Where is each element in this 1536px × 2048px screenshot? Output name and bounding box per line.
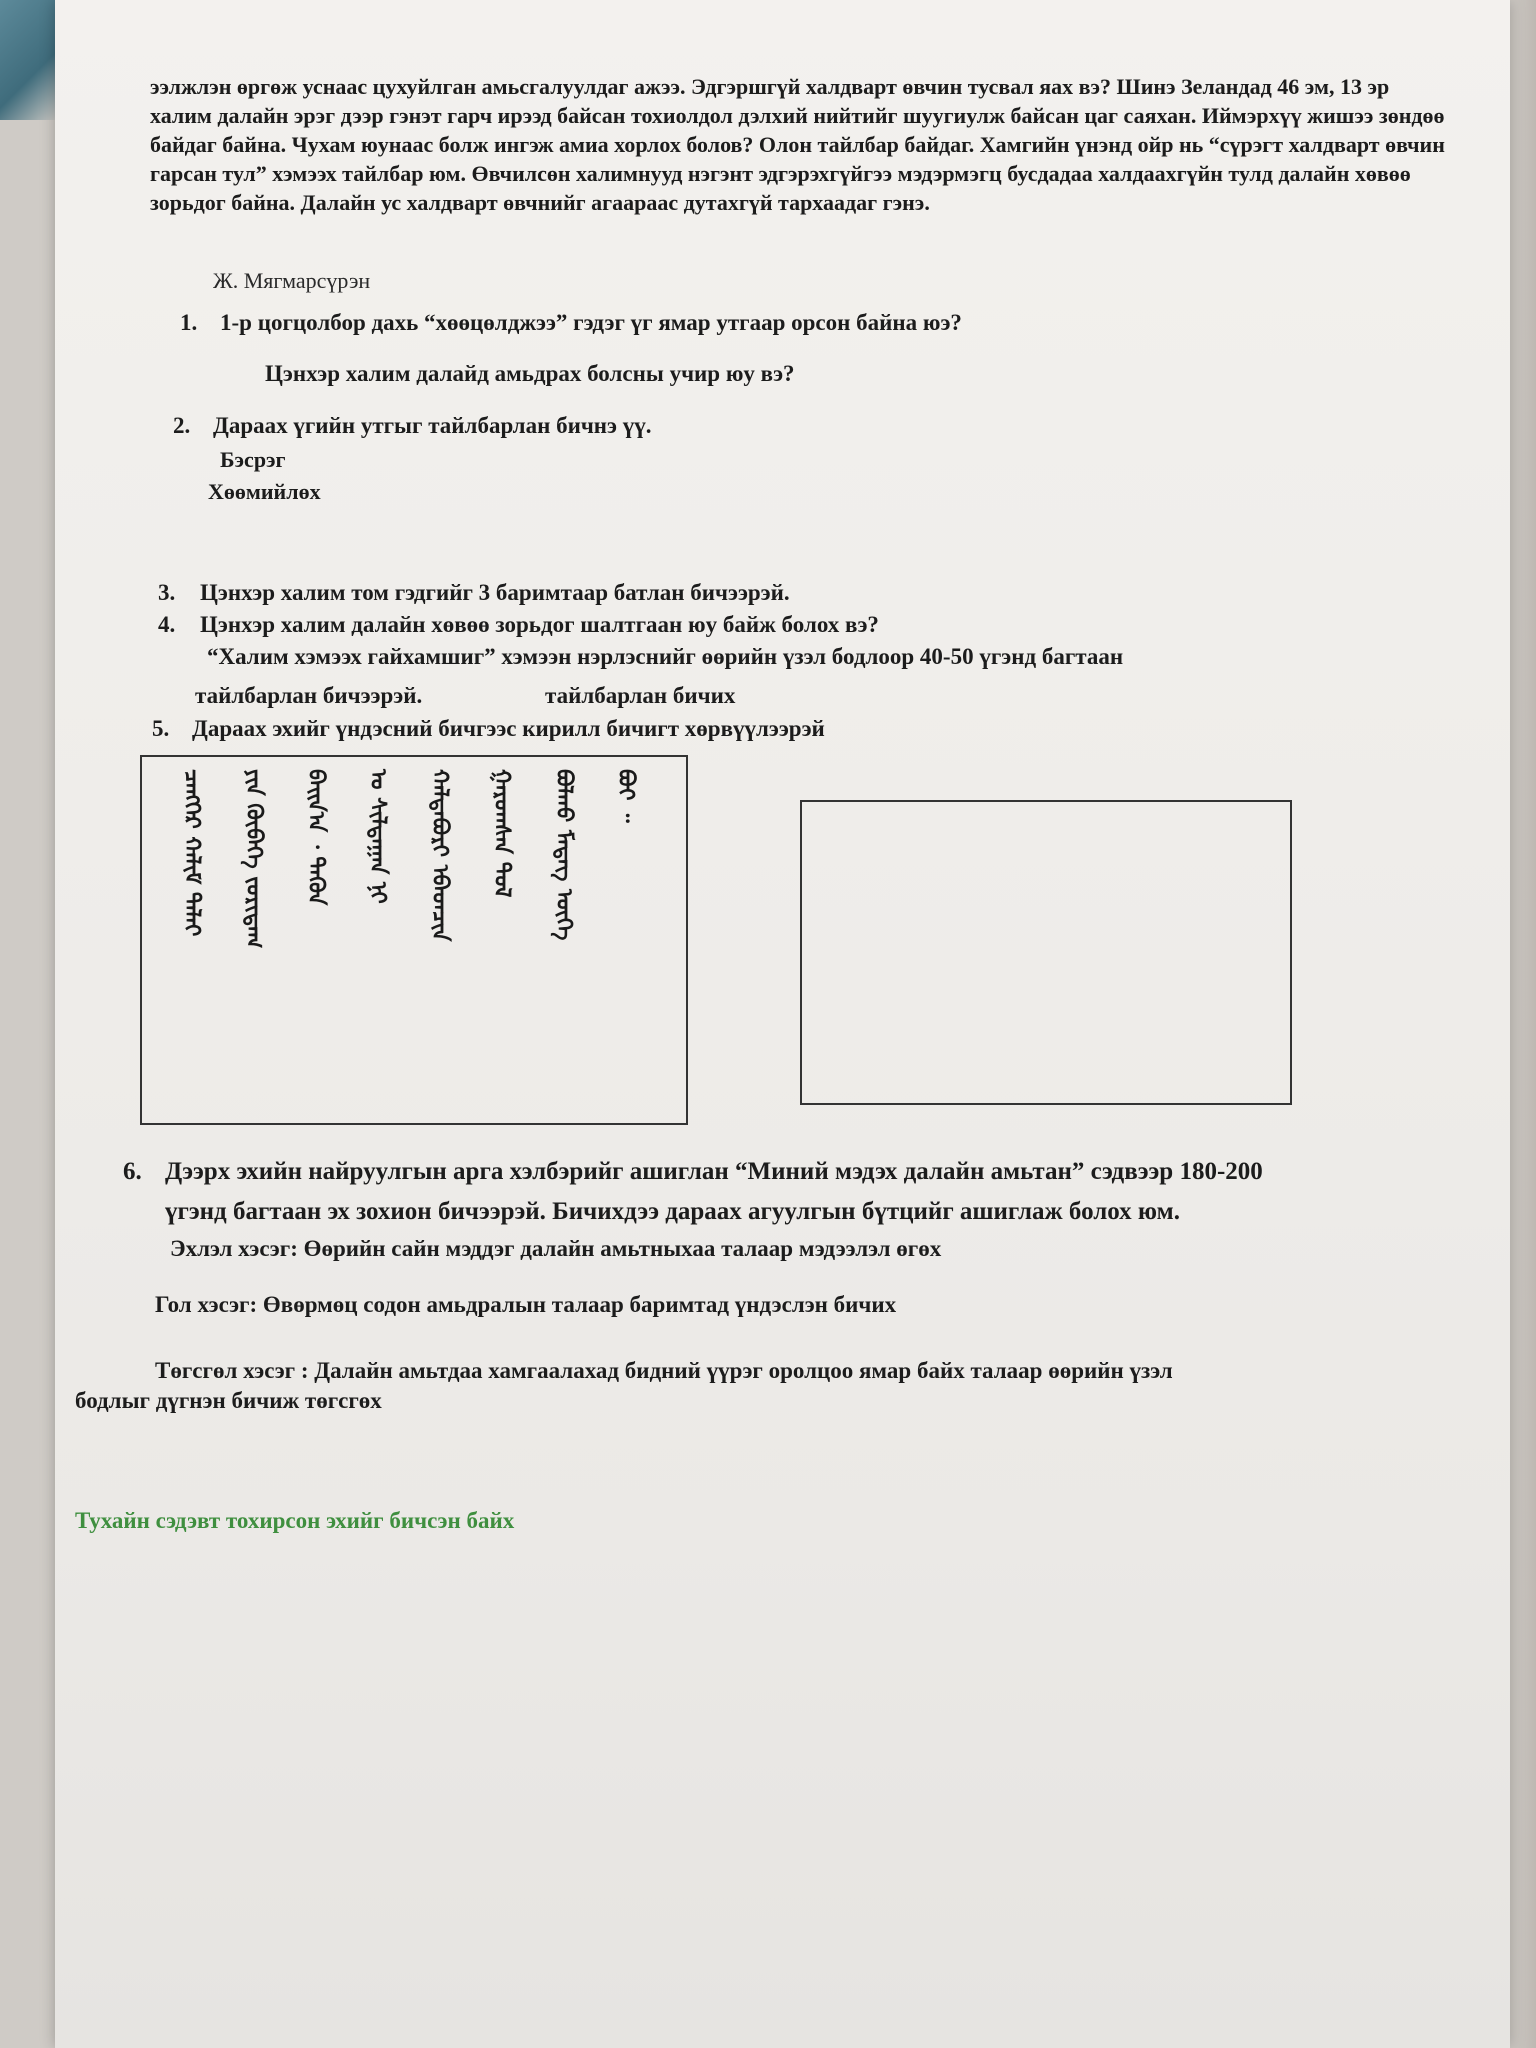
question-4-line-2: “Халим хэмээх гайхамшиг” хэмээн нэрлэснийг өөрийн үзэл бодлоор 40-50 үгэнд багтаан (207, 644, 1124, 669)
question-5-number: 5. (152, 716, 170, 741)
question-4-text: Цэнхэр халим далайн хөвөө зорьдог шалтгаан юу байж болох вэ? (200, 612, 879, 637)
question-6-line-2: үгэнд багтаан эх зохион бичээрэй. Бичихдээ дараах агуулгын бүтцийг ашиглаж болох юм. (165, 1198, 1180, 1225)
mongolian-line-2: ᠶᠢᠨ ᠬᠥᠪᠡᠭᠡ ᠵᠣᠷᠢᠳᠠᠭ (241, 769, 266, 949)
question-2-text: Дараах үгийн утгыг тайлбарлан бичнэ үү. (213, 413, 652, 438)
mongolian-line-4: ᠤ ᠰᠢᠯᠳᠠᠭᠠᠨ ᠨᠢ (365, 769, 390, 904)
question-1-number: 1. (180, 310, 198, 335)
mongolian-line-8: ᠪᠣᠢ ᠃ (613, 769, 638, 823)
worksheet-paper (55, 0, 1510, 2048)
question-6-number: 6. (123, 1158, 142, 1185)
question-3-text: Цэнхэр халим том гэдгийг 3 баримтаар батлан бичээрэй. (200, 580, 790, 605)
question-6-body-section: Гол хэсэг: Өвөрмөц содон амьдралын талаар баримтад үндэслэн бичих (155, 1292, 897, 1317)
question-6-end-section-line-2: бодлыг дүгнэн бичиж төгсгөх (75, 1388, 382, 1413)
question-4-line-3b: тайлбарлан бичих (545, 683, 736, 708)
question-6-text: Дээрх эхийн найруулгын арга хэлбэрийг ашиглан “Миний мэдэх далайн амьтан” сэдвээр 180-200 (165, 1158, 1263, 1185)
mongolian-line-3: ᠪᠠᠢᠨ᠎ᠠ ᠂ ᠲᠡᠭᠦᠨ (303, 769, 328, 906)
desk-background (0, 0, 60, 120)
mongolian-line-7: ᠪᠣᠯᠬᠤ ᠮᠡᠳᠡᠭ ᠦᠭᠡ (551, 769, 576, 941)
question-6-end-section-line-1: Төгсгөл хэсэг : Далайн амьтдаа хамгаалахад бидний үүрэг оролцоо ямар байх талаар өөрийн үзэл (155, 1358, 1173, 1383)
question-1-subquestion: Цэнхэр халим далайд амьдрах болсны учир юу вэ? (265, 361, 795, 386)
mongolian-line-5: ᠬᠠᠯᠳᠠᠪᠤᠷᠢ ᠡᠪᠡᠳᠴᠢᠨ (427, 769, 452, 942)
question-1-text: 1-р цогцолбор дахь “хөөцөлджээ” гэдэг үг ямар утгаар орсон байна юэ? (220, 310, 962, 335)
mongolian-line-1: ᠴᠡᠩᠬᠡᠷ ᠬᠠᠯᠢᠮ ᠳᠠᠯᠠᠢ (179, 769, 204, 937)
question-2-number: 2. (173, 413, 191, 438)
question-2-word-1: Бэсрэг (220, 447, 286, 472)
question-4-number: 4. (158, 612, 176, 637)
intro-paragraph: ээлжлэн өргөж уснаас цухуйлган амьсгалуулдаг ажээ. Эдгэршгүй халдварт өвчин тусвал яах вэ? Шинэ Зеландад 46 эм, 13 эр халим далайн эрэг дээр гэнэт гарч ирээд байсан тохиолдол дэлхий нийтийг шуугиулж байсан цаг саяхан. Иймэрхүү жишээ зөндөө байдаг байна. Чухам юунаас болж ингэж амиа хорлох болов? Олон тайлбар байдаг. Хамгийн үнэнд ойр нь “сүрэгт халдварт өвчин гарсан тул” хэмээх тайлбар юм. Өвчилсөн халимнууд нэгэнт эдгэрэхгүйгээ мэдэрмэгц бусдадаа халдаахгүйн тулд далайн хөвөө зорьдог байна. Далайн ус халдварт өвчнийг агаараас дутахгүй тархаадаг гэнэ. (150, 74, 1445, 215)
question-6-intro-section: Эхлэл хэсэг: Өөрийн сайн мэддэг далайн амьтныхаа талаар мэдээлэл өгөх (170, 1236, 942, 1261)
question-3-number: 3. (158, 580, 176, 605)
translation-answer-box[interactable] (800, 800, 1292, 1105)
mongolian-script-box (140, 755, 688, 1125)
mongolian-line-6: ᠭᠠᠷᠤᠭᠰᠠᠨ ᠲᠤᠯ (489, 769, 514, 898)
question-4-line-3a: тайлбарлан бичээрэй. (195, 683, 423, 708)
question-5-text: Дараах эхийг үндэсний бичгээс кирилл бичигт хөрвүүлээрэй (192, 716, 825, 741)
author-name: Ж. Мягмарсүрэн (213, 268, 371, 293)
question-2-word-2: Хөөмийлөх (208, 479, 321, 504)
assessment-criteria: Тухайн сэдэвт тохирсон эхийг бичсэн байх (75, 1508, 515, 1533)
